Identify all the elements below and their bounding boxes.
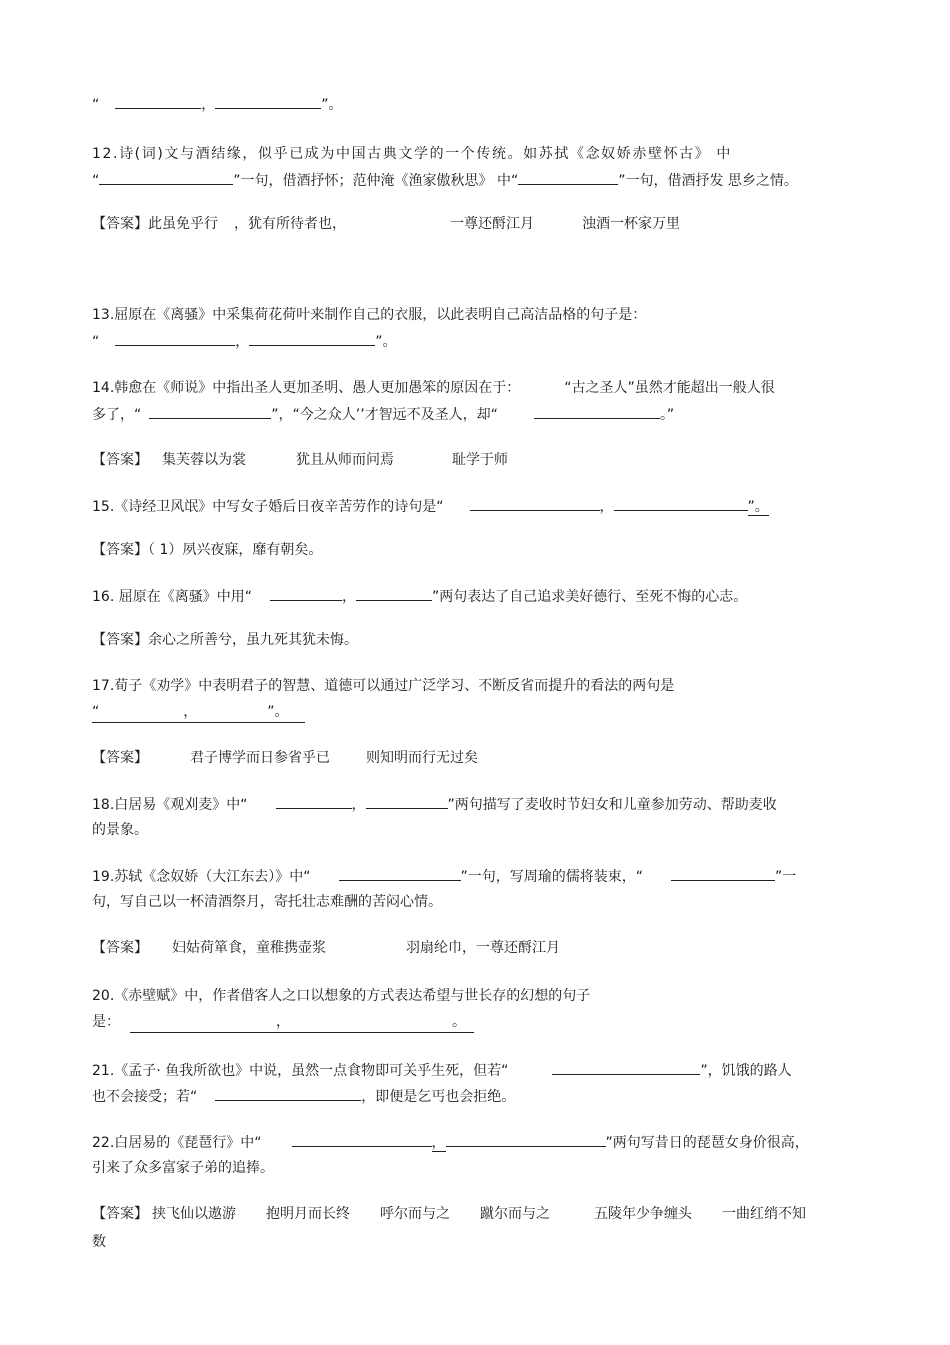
- answer-tag: 【答案】: [92, 452, 148, 468]
- answer-blank[interactable]: [115, 94, 201, 109]
- quote-open: “: [92, 97, 100, 113]
- answer-tag: 【答案】: [92, 940, 148, 956]
- q19-prompt-line1: 19.苏轼《念奴娇（大江东去）》中“ ”一句，写周瑜的儒将装束，“ ”一: [92, 866, 796, 886]
- q21-prompt-line2: 也不会接受；若“ ，即便是乞丐也会拒绝。: [92, 1086, 515, 1106]
- q13-blank-line: “ ， ”。: [92, 331, 397, 351]
- q12-prompt-line2: “ ”一句，借酒抒怀；范仲淹《渔家傲秋思》 中“ ”一句，借酒抒发 思乡之情。: [92, 170, 798, 190]
- answer-blank[interactable]: [249, 331, 375, 346]
- answer-blank[interactable]: [552, 1060, 700, 1075]
- answer-blank[interactable]: [270, 586, 342, 601]
- q18-prompt-line1: 18.白居易《观刈麦》中“ ， ”两句描写了麦收时节妇女和儿童参加劳动、帮助麦收: [92, 794, 777, 814]
- answer-tag: 【答案】: [92, 1206, 148, 1222]
- q15-answer: 【答案】（ 1）夙兴夜寐，靡有朝矣。: [92, 542, 323, 558]
- answer-blank[interactable]: [614, 496, 748, 511]
- q22-answer: 【答案】 挟飞仙以遨游 抱明月而长终 呼尔而与之 蹴尔而与之 五陵年少争缠头 一曲红绡不知: [92, 1206, 806, 1222]
- q19-answer: 【答案】 妇姑荷箪食，童稚携壶浆 羽扇纶巾，一尊还酹江月: [92, 940, 560, 956]
- answer-blank[interactable]: [518, 170, 618, 185]
- q14-prompt-line1: 14.韩愈在《师说》中指出圣人更加圣明、愚人更加愚笨的原因在于： “古之圣人”虽然才能超出一般人很: [92, 380, 775, 396]
- q22-prompt-line1: 22.白居易的《琵琶行》中“ ， ”两句写昔日的琵琶女身价很高，: [92, 1132, 809, 1152]
- answer-blank[interactable]: [339, 866, 461, 881]
- q17-blank-line: “ ， ”。: [92, 702, 305, 723]
- answer-blank[interactable]: [276, 794, 352, 809]
- q20-blank-line: 是： ， 。: [92, 1012, 474, 1032]
- q16-prompt: 16. 屈原在《离骚》中用“ ， ”两句表达了自己追求美好德行、至死不悔的心志。: [92, 586, 747, 606]
- q22-answer-cont: 数: [92, 1234, 106, 1250]
- q17-prompt: 17.荀子《劝学》中表明君子的智慧、道德可以通过广泛学习、不断反省而提升的看法的两句是: [92, 678, 675, 694]
- answer-tag: 【答案】: [92, 750, 148, 766]
- q22-prompt-line2: 引来了众多富家子弟的追捧。: [92, 1160, 274, 1176]
- q18-prompt-line2: 的景象。: [92, 822, 148, 838]
- q20-prompt: 20.《赤壁赋》中，作者借客人之口以想象的方式表达希望与世长存的幻想的句子: [92, 988, 591, 1004]
- answer-blank[interactable]: [366, 794, 448, 809]
- answer-tag: 【答案】: [92, 216, 148, 232]
- q13-prompt: 13.屈原在《离骚》中采集荷花荷叶来制作自己的衣服，以此表明自己高洁品格的句子是：: [92, 307, 647, 323]
- answer-blank[interactable]: [215, 94, 321, 109]
- answer-blank[interactable]: [99, 170, 233, 185]
- q14-prompt-line2: 多了，“ ”，“今之众人’’才智远不及圣人，却“ 。”: [92, 404, 674, 424]
- answer-blank[interactable]: [534, 404, 660, 419]
- q19-prompt-line2: 句，写自己以一杯清酒祭月，寄托壮志难酬的苦闷心情。: [92, 894, 442, 910]
- q11-blank-line: “ ， ”。: [92, 94, 343, 114]
- q16-answer: 【答案】余心之所善兮，虽九死其犹未悔。: [92, 632, 358, 648]
- q21-prompt-line1: 21.《孟子· 鱼我所欲也》中说，虽然一点食物即可关乎生死，但若“ ”，饥饿的路人: [92, 1060, 792, 1080]
- answer-blank[interactable]: [149, 404, 271, 419]
- answer-tag: 【答案】: [92, 632, 148, 648]
- answer-blank[interactable]: [215, 1086, 361, 1101]
- answer-blank[interactable]: [446, 1132, 606, 1147]
- answer-blank[interactable]: [292, 1132, 432, 1147]
- q12-prompt-line1: 12.诗(词)文与酒结缘，似乎已成为中国古典文学的一个传统。如苏拭《念奴娇赤壁怀古》 中: [92, 146, 733, 162]
- q15-prompt: 15.《诗经卫风氓》中写女子婚后日夜辛苦劳作的诗句是“ ， ”。: [92, 496, 769, 516]
- answer-blank[interactable]: [671, 866, 775, 881]
- answer-blank[interactable]: [356, 586, 432, 601]
- answer-blank[interactable]: [115, 331, 235, 346]
- q12-answer: 【答案】此虽免乎行 ，犹有所待者也， 一尊还酹江月 浊酒一杯家万里: [92, 216, 680, 232]
- q14-answer: 【答案】 集芙蓉以为裳 犹且从师而问焉 耻学于师: [92, 452, 508, 468]
- answer-blank[interactable]: [470, 496, 600, 511]
- q17-answer: 【答案】 君子博学而日参省乎已 则知明而行无过矣: [92, 750, 478, 766]
- answer-tag: 【答案】: [92, 542, 148, 558]
